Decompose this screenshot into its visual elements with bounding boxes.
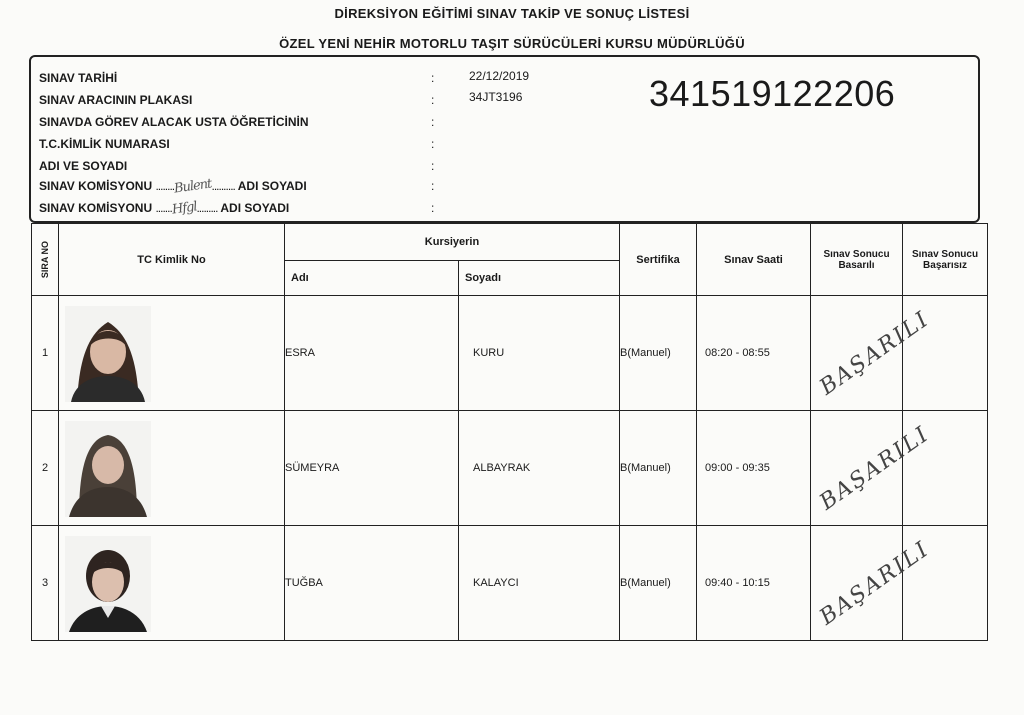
signature-line: ........Bulent.......... [155, 176, 235, 197]
signature-icon: Bulent [173, 176, 213, 197]
table-row [32, 526, 988, 641]
info-label-date: SINAV TARİHİ [39, 71, 118, 85]
document-subtitle: ÖZEL YENİ NEHİR MOTORLU TAŞIT SÜRÜCÜLERİ KURSU MÜDÜRLÜĞÜ [279, 36, 745, 51]
row-no: 1 [32, 296, 59, 411]
plate-value: 34JT3196 [469, 90, 523, 104]
header-saat: Sınav Saati [697, 224, 811, 296]
header-basarili: Sınav Sonucu Basarılı [811, 224, 903, 296]
signature-line: .......Hfgl......... [155, 199, 218, 218]
person-photo-icon [65, 421, 151, 517]
student-name: TUĞBA [285, 526, 459, 641]
info-label-plate: SINAV ARACININ PLAKASI [39, 93, 193, 107]
header-tc: TC Kimlik No [59, 224, 285, 296]
info-label-name: ADI VE SOYADI [39, 159, 128, 173]
colon: : [431, 159, 435, 173]
exam-time: 09:00 - 09:35 [697, 411, 811, 526]
person-photo-icon [65, 306, 151, 402]
header-adi: Adı [285, 261, 459, 296]
header-soyadi: Soyadı [459, 261, 620, 296]
header-sertifika: Sertifika [620, 224, 697, 296]
colon: : [431, 179, 435, 193]
header-basarisiz: Sınav Sonucu Başarısız [903, 224, 988, 296]
exam-time: 09:40 - 10:15 [697, 526, 811, 641]
exam-date-value: 22/12/2019 [469, 69, 530, 83]
colon: : [431, 93, 435, 107]
commission-suffix: ADI SOYADI [220, 201, 290, 215]
info-commission-2 [39, 201, 289, 216]
commission-label: SINAV KOMİSYONU [39, 201, 153, 215]
result-pass: BAŞARILI [811, 526, 903, 641]
student-surname: ALBAYRAK [459, 411, 620, 526]
header-sira-no: SIRA NO [32, 224, 59, 296]
certificate: B(Manuel) [620, 526, 697, 641]
commission-suffix: ADI SOYADI [237, 179, 307, 193]
student-surname: KALAYCI [459, 526, 620, 641]
row-no: 2 [32, 411, 59, 526]
certificate: B(Manuel) [620, 296, 697, 411]
document-title: DİREKSİYON EĞİTİMİ SINAV TAKİP VE SONUÇ LİSTESİ [334, 6, 690, 21]
colon: : [431, 115, 435, 129]
colon: : [431, 201, 435, 215]
photo-cell [59, 411, 285, 526]
photo-cell [59, 526, 285, 641]
info-commission-1 [39, 176, 307, 197]
student-surname: KURU [459, 296, 620, 411]
student-name: SÜMEYRA [285, 411, 459, 526]
header-kursiyerin: Kursiyerin [285, 224, 620, 261]
table-row [32, 296, 988, 411]
exam-info-box [29, 55, 980, 223]
signature-icon: Hfgl [170, 199, 198, 218]
table-row [32, 411, 988, 526]
person-photo-icon [65, 536, 151, 632]
exam-time: 08:20 - 08:55 [697, 296, 811, 411]
colon: : [431, 137, 435, 151]
commission-label: SINAV KOMİSYONU [39, 179, 153, 193]
results-table [31, 223, 988, 641]
result-pass: BAŞARILI [811, 296, 903, 411]
certificate: B(Manuel) [620, 411, 697, 526]
student-name: ESRA [285, 296, 459, 411]
colon: : [431, 71, 435, 85]
photo-cell [59, 296, 285, 411]
row-no: 3 [32, 526, 59, 641]
info-label-instructor: SINAVDA GÖREV ALACAK USTA ÖĞRETİCİNİN [39, 115, 309, 129]
exam-number: 341519122206 [649, 73, 896, 114]
info-label-tc: T.C.KİMLİK NUMARASI [39, 137, 170, 151]
result-pass: BAŞARILI [811, 411, 903, 526]
